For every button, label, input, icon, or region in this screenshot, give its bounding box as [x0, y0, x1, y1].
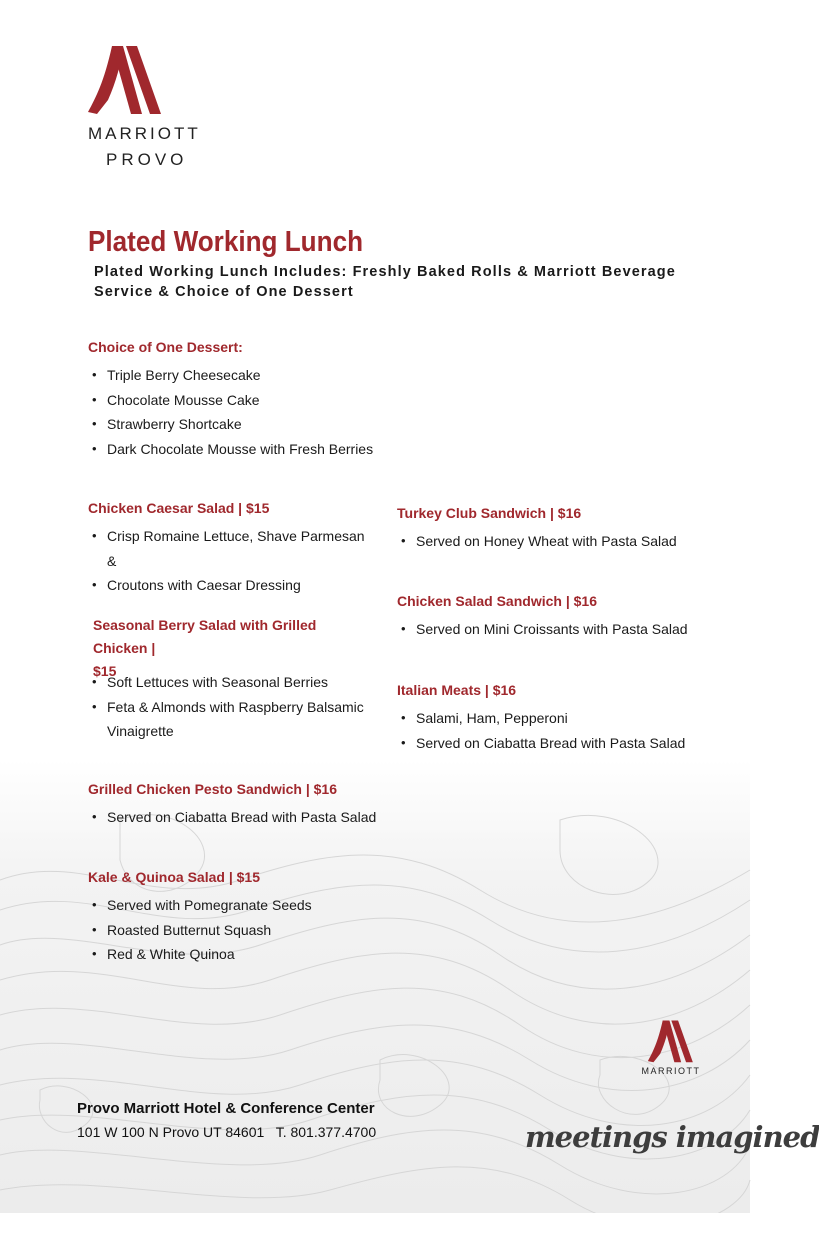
list-item: • Roasted Butternut Squash — [88, 918, 388, 943]
subtitle-line-1: Plated Working Lunch Includes: Freshly Baked Rolls & Marriott Beverage — [94, 264, 676, 280]
list-item: • Served on Honey Wheat with Pasta Salad — [397, 529, 717, 554]
menu-item-kale-quinoa — [88, 866, 388, 967]
hotel-name: Provo Marriott Hotel & Conference Center — [77, 1100, 375, 1117]
dessert-list — [88, 363, 488, 461]
list-item: • Dark Chocolate Mousse with Fresh Berries — [88, 437, 488, 462]
section-heading: Grilled Chicken Pesto Sandwich | $16 — [88, 781, 337, 797]
page-subtitle — [94, 262, 694, 302]
page-title: Plated Working Lunch — [88, 226, 364, 258]
section-heading: Turkey Club Sandwich | $16 — [397, 505, 582, 521]
list-item: • Served on Ciabatta Bread with Pasta Salad — [88, 805, 388, 830]
list-item: • Soft Lettuces with Seasonal Berries — [88, 670, 368, 695]
menu-item-pesto-sandwich — [88, 778, 388, 830]
marriott-m-logo-icon — [88, 42, 163, 120]
list-item: • Strawberry Shortcake — [88, 412, 488, 437]
menu-item-chicken-caesar — [88, 497, 368, 598]
item-list — [397, 617, 717, 642]
bottom-margin — [0, 1213, 750, 1235]
item-list — [88, 893, 388, 967]
footer-brand-name: MARRIOTT — [641, 1066, 701, 1076]
subtitle-line-2: Service & Choice of One Dessert — [94, 284, 354, 300]
list-item: Vinaigrette — [107, 723, 174, 739]
brand-city: PROVO — [106, 150, 188, 169]
section-heading-line-1: Seasonal Berry Salad with Grilled Chicken | — [93, 617, 317, 656]
item-list — [88, 670, 368, 744]
list-item: • Croutons with Caesar Dressing — [88, 573, 368, 598]
section-heading: Chicken Salad Sandwich | $16 — [397, 593, 597, 609]
item-list — [397, 706, 717, 755]
section-heading-line-2: $15 — [93, 663, 117, 679]
item-list — [397, 529, 717, 554]
list-item: • Crisp Romaine Lettuce, Shave Parmesan & — [88, 524, 368, 573]
dessert-section — [88, 336, 488, 461]
section-heading: Chicken Caesar Salad | $15 — [88, 500, 270, 516]
section-heading: Italian Meats | $16 — [397, 682, 517, 698]
marriott-provo-logo — [88, 42, 228, 170]
section-heading: Kale & Quinoa Salad | $15 — [88, 869, 260, 885]
section-heading: Choice of One Dessert: — [88, 339, 243, 355]
hotel-address: 101 W 100 N Provo UT 84601 T. 801.377.4700 — [77, 1124, 377, 1140]
list-item: • Served on Mini Croissants with Pasta Salad — [397, 617, 717, 642]
menu-item-chicken-salad-sandwich — [397, 590, 717, 642]
item-list — [88, 524, 368, 598]
list-item: • Chocolate Mousse Cake — [88, 388, 488, 413]
menu-item-turkey-club — [397, 502, 717, 554]
menu-item-italian-meats — [397, 679, 717, 755]
list-item: • Red & White Quinoa — [88, 942, 388, 967]
list-item: • Feta & Almonds with Raspberry Balsamic — [88, 695, 368, 720]
list-item: • Triple Berry Cheesecake — [88, 363, 488, 388]
brand-name: MARRIOTT — [88, 124, 201, 143]
meetings-imagined-tagline: meetings imagined — [525, 1120, 819, 1154]
footer-marriott-logo — [636, 1018, 706, 1076]
list-item: • Served on Ciabatta Bread with Pasta Salad — [397, 731, 717, 756]
marriott-m-logo-icon — [647, 1018, 695, 1066]
list-item: • Served with Pomegranate Seeds — [88, 893, 388, 918]
list-item: • Salami, Ham, Pepperoni — [397, 706, 717, 731]
item-list — [88, 805, 388, 830]
